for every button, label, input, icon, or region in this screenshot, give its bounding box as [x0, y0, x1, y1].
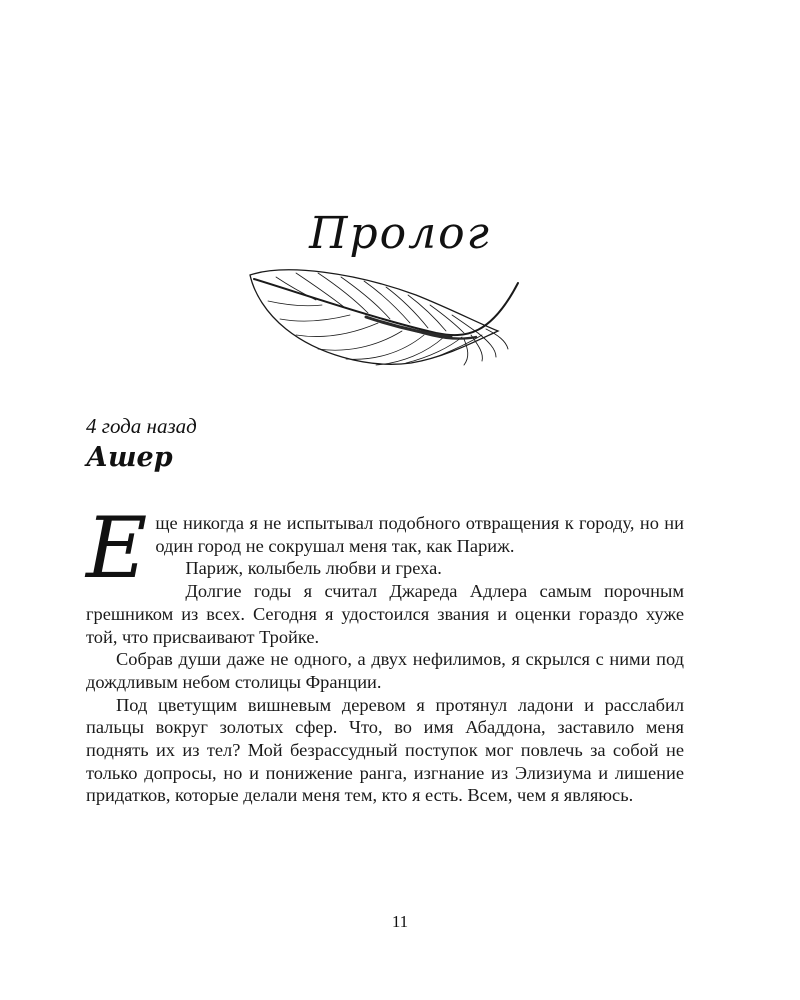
- feather-icon: [246, 265, 522, 371]
- timeline-heading: 4 года назад: [86, 414, 197, 438]
- page-number: 11: [391, 912, 409, 931]
- paragraph: Собрав души даже не одного, а двух нефилимов, я скрылся с ними под дождливым небом столицы Франции.: [86, 649, 684, 692]
- paragraph: Под цветущим вишневым деревом я протянул ладони и расслабил пальцы вокруг золотых сфер. Что, во имя Абаддона, заставило меня поднять их из тел? Мой безрассудный поступок мог повлечь за собой не только допросы, но и понижение ранга, изгнание из Элизиума и лишение придатков, которые делали меня тем, кто я есть. Всем, чем я являюсь.: [86, 694, 684, 806]
- paragraph: Долгие годы я считал Джареда Адлера самым порочным грешником из всех. Сегодня я удостоился звания и оценки гораздо хуже той, что присваивают Тройке.: [86, 581, 684, 647]
- character-name: Ашер: [86, 442, 173, 473]
- drop-cap: Е: [86, 499, 148, 597]
- body-text: [86, 499, 684, 807]
- paragraph: Париж, колыбель любви и греха.: [185, 558, 442, 579]
- paragraph: Еще никогда я не испытывал подобного отвращения к городу, но ни один город не сокрушал меня так, как Париж.: [86, 499, 684, 597]
- chapter-title: Пролог: [309, 208, 491, 259]
